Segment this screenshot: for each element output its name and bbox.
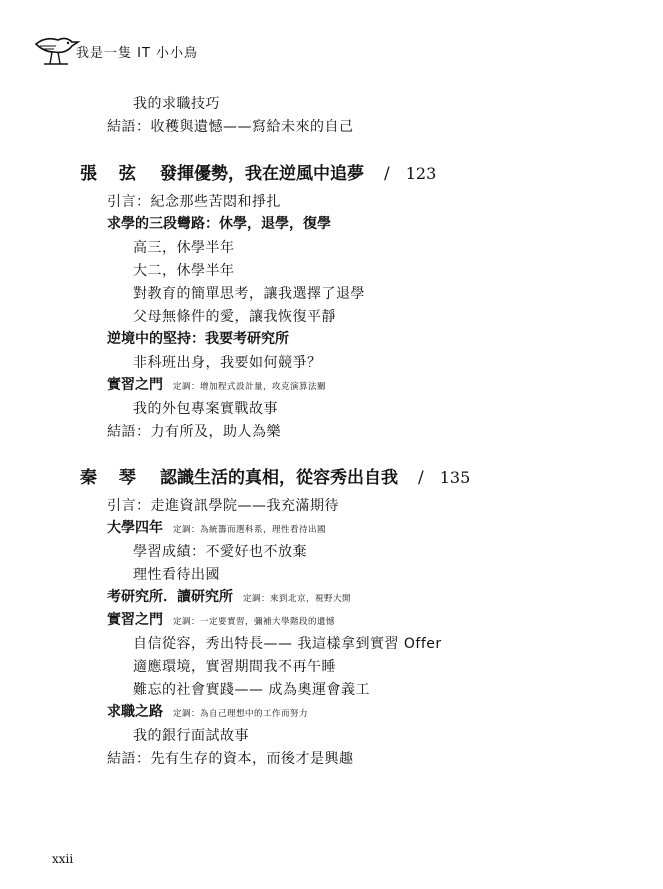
chapter-author: 秦 琴 — [80, 468, 144, 488]
chapter-slash: / — [418, 468, 424, 488]
toc-section-note: 定調：來到北京，視野大開 — [243, 594, 352, 604]
toc-entry: 我的外包專案實戰故事 — [133, 401, 278, 417]
toc-entry: 結語：收穫與遺憾——寫給未來的自己 — [107, 119, 354, 135]
toc-section-title: 實習之門 — [107, 377, 163, 393]
toc-section-title: 大學四年 — [107, 520, 163, 536]
toc-section — [107, 374, 326, 394]
toc-section-title: 求職之路 — [107, 704, 163, 720]
toc-entry: 我的求職技巧 — [133, 96, 220, 112]
toc-section — [107, 517, 326, 537]
toc-section-note: 定調：增加程式設計量，攻克演算法關 — [173, 382, 327, 392]
toc-section: 逆境中的堅持：我要考研究所 — [107, 331, 289, 347]
toc-section-note: 定調：為自己理想中的工作而努力 — [173, 709, 309, 719]
toc-entry: 非科班出身，我要如何競爭？ — [133, 355, 322, 371]
toc-entry: 父母無條件的愛，讓我恢復平靜 — [133, 309, 336, 325]
toc-section — [107, 609, 335, 629]
toc-section-note: 定調：為統籌而選科系，理性看待出國 — [173, 525, 327, 535]
toc-section-title: 考研究所．讀研究所 — [107, 589, 233, 605]
running-header — [32, 30, 332, 70]
page-number: xxii — [52, 852, 74, 866]
chapter-page: 123 — [405, 164, 437, 183]
chapter-page: 135 — [439, 468, 471, 487]
toc-entry: 對教育的簡單思考，讓我選擇了退學 — [133, 286, 365, 302]
toc-section-title: 實習之門 — [107, 612, 163, 628]
chapter-author: 張 弦 — [80, 164, 144, 184]
toc-entry: 適應環境，實習期間我不再午睡 — [133, 659, 336, 675]
toc-section-note: 定調：一定要實習，彌補大學階段的遺憾 — [173, 617, 336, 627]
toc-entry: 大二，休學半年 — [133, 263, 235, 279]
chapter-slash: / — [384, 164, 390, 184]
toc-entry: 自信從容，秀出特長—— 我這樣拿到實習 Offer — [133, 636, 442, 652]
toc-entry: 學習成績：不愛好也不放棄 — [133, 544, 307, 560]
toc-entry: 我的銀行面試故事 — [133, 728, 249, 744]
toc-entry: 引言：走進資訊學院——我充滿期待 — [107, 498, 339, 514]
toc-section — [107, 586, 351, 606]
toc-entry: 理性看待出國 — [133, 567, 220, 583]
toc-entry: 高三，休學半年 — [133, 240, 235, 256]
chapter-heading — [80, 159, 436, 184]
chapter-heading — [80, 463, 470, 488]
book-title: 我是一隻 IT 小小鳥 — [76, 46, 199, 61]
toc-entry: 難忘的社會實踐—— 成為奧運會義工 — [133, 682, 370, 698]
toc-entry: 引言：紀念那些苦悶和掙扎 — [107, 194, 281, 210]
toc-section — [107, 701, 308, 721]
toc-entry: 結語：先有生存的資本，而後才是興趣 — [107, 751, 354, 767]
chapter-title: 發揮優勢，我在逆風中追夢 — [160, 164, 364, 184]
toc-section: 求學的三段彎路：休學，退學，復學 — [107, 216, 331, 232]
chapter-title: 認識生活的真相，從容秀出自我 — [160, 468, 398, 488]
toc-entry: 結語：力有所及，助人為樂 — [107, 424, 281, 440]
